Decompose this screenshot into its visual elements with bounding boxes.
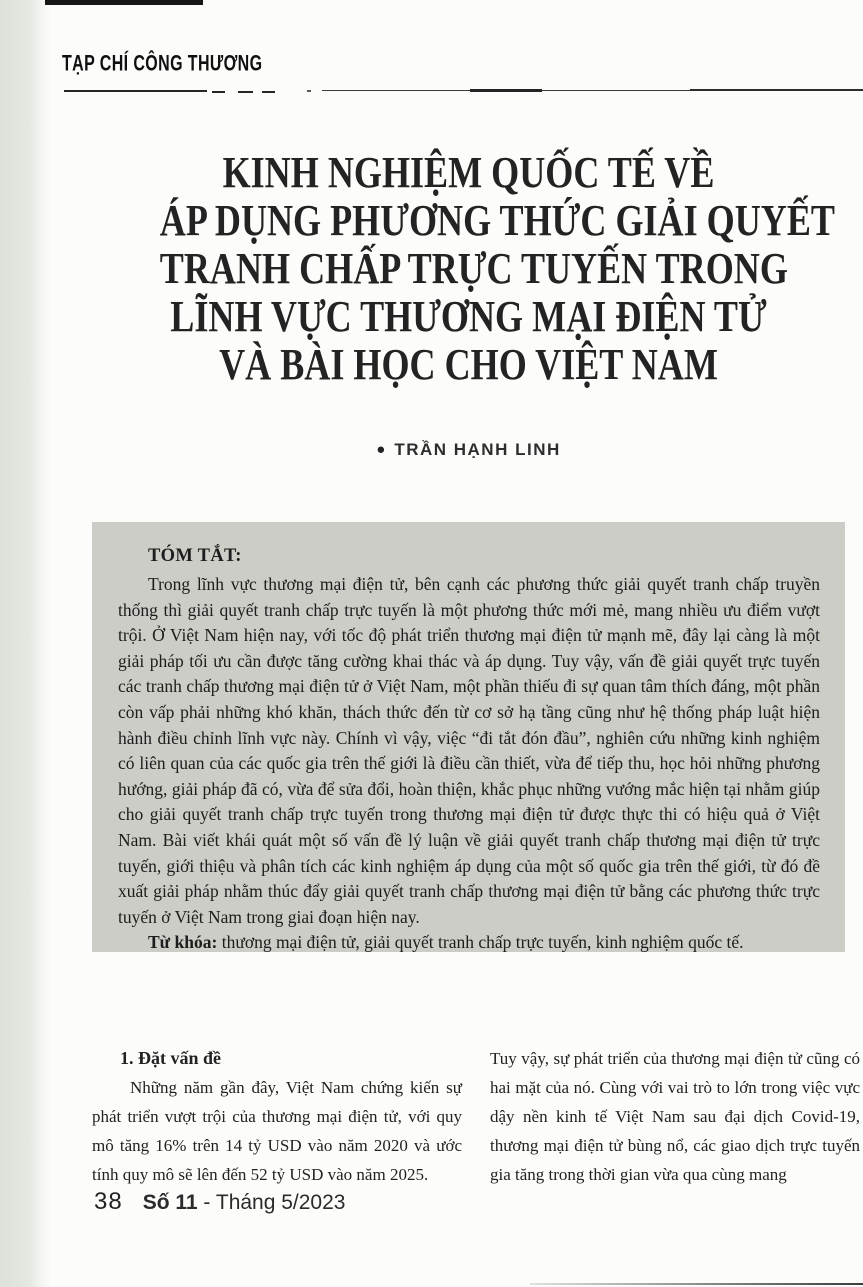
article-title [92, 149, 845, 389]
journal-masthead [62, 52, 313, 75]
section-heading-intro: 1. Đặt vấn đề [120, 1048, 222, 1068]
issue-date: - Tháng 5/2023 [197, 1191, 346, 1214]
abstract-keywords [118, 930, 820, 956]
journal-name: TẠP CHÍ CÔNG THƯƠNG [62, 52, 263, 77]
scan-edge-line [530, 1283, 863, 1285]
body-column-left [92, 1044, 462, 1189]
page-footer [94, 1188, 345, 1216]
header-rule [690, 89, 863, 91]
intro-paragraph-continued: Tuy vậy, sự phát triển của thương mại điện tử cũng có hai mặt của nó. Cùng với vai trò to lớn trong việc vực dậy nền kinh tế Việt Nam sau đại dịch Covid-19, thương mại điện tử bùng nổ, các giao dịch trực tuyến gia tăng trong thời gian vừa qua cùng mang [490, 1049, 860, 1184]
article-title-line: KINH NGHIỆM QUỐC TẾ VỀ [222, 148, 715, 197]
issue-info [143, 1191, 346, 1215]
keywords-text: thương mại điện tử, giải quyết tranh chấp trực tuyến, kinh nghiệm quốc tế. [217, 932, 744, 953]
page-number: 38 [94, 1188, 123, 1215]
intro-paragraph: Những năm gần đây, Việt Nam chứng kiến sự phát triển vượt trội của thương mại điện tử, với quy mô tăng 16% trên 14 tỷ USD vào năm 2020 và ước tính quy mô sẽ lên đến 52 tỷ USD vào năm 2025. [92, 1078, 462, 1184]
article-title-line: TRANH CHẤP TRỰC TUYẾN TRONG [159, 244, 788, 293]
issue-number: Số 11 [142, 1191, 198, 1214]
abstract-text: Trong lĩnh vực thương mại điện tử, bên cạnh các phương thức giải quyết tranh chấp truyền thống thì giải quyết tranh chấp trực tuyến là một phương thức mới mẻ, mang nhiều ưu điểm vượt trội. Ở Việt Nam hiện nay, với tốc độ phát triển thương mại điện tử mạnh mẽ, đây lại càng là một giải pháp tối ưu cần được tăng cường khai thác và áp dụng. Tuy vậy, vấn đề giải quyết trực tuyến các tranh chấp thương mại điện tử ở Việt Nam, một phần thiếu đi sự quan tâm thích đáng, một phần còn vấp phải những khó khăn, thách thức đến từ cơ sở hạ tầng cũng như hệ thống pháp luật hiện hành điều chỉnh lĩnh vực này. Chính vì vậy, việc “đi tắt đón đầu”, nghiên cứu những kinh nghiệm có liên quan của các quốc gia trên thế giới là điều cần thiết, vừa để tiếp thu, học hỏi những phương hướng, giải pháp đã có, vừa để sửa đổi, hoàn thiện, khắc phục những vướng mắc hiện tại nhằm giúp cho giải quyết tranh chấp trực tuyến trong thương mại điện tử được thực thi có hiệu quả ở Việt Nam. Bài viết khái quát một số vấn đề lý luận về giải quyết tranh chấp thương mại điện tử trực tuyến, giới thiệu và phân tích các kinh nghiệm áp dụng của một số quốc gia trên thế giới, từ đó đề xuất giải pháp nhằm thúc đẩy giải quyết tranh chấp thương mại điện tử bằng các phương thức trực tuyến ở Việt Nam trong giai đoạn hiện nay. [118, 574, 820, 927]
header-rule-dash [262, 91, 275, 93]
abstract-heading: TÓM TẮT: [148, 546, 242, 566]
header-rule-dot [307, 90, 311, 92]
header-rule-dash [238, 91, 253, 93]
scan-gutter-strip [0, 0, 52, 1287]
header-rule [64, 90, 207, 92]
abstract-box [92, 522, 845, 952]
body-column-right [490, 1044, 860, 1189]
author-name: TRẦN HẠNH LINH [394, 440, 561, 459]
top-edge-bar [45, 0, 203, 5]
author-byline [92, 440, 845, 460]
article-title-line: VÀ BÀI HỌC CHO VIỆT NAM [219, 340, 718, 389]
article-title-line: LĨNH VỰC THƯƠNG MẠI ĐIỆN TỬ [170, 292, 767, 341]
header-rule [470, 89, 542, 92]
article-title-line: ÁP DỤNG PHƯƠNG THỨC GIẢI QUYẾT [159, 196, 835, 245]
keywords-label: Từ khóa: [148, 932, 218, 953]
header-rule-dash [212, 91, 225, 93]
author-bullet-icon: ● [376, 441, 386, 458]
